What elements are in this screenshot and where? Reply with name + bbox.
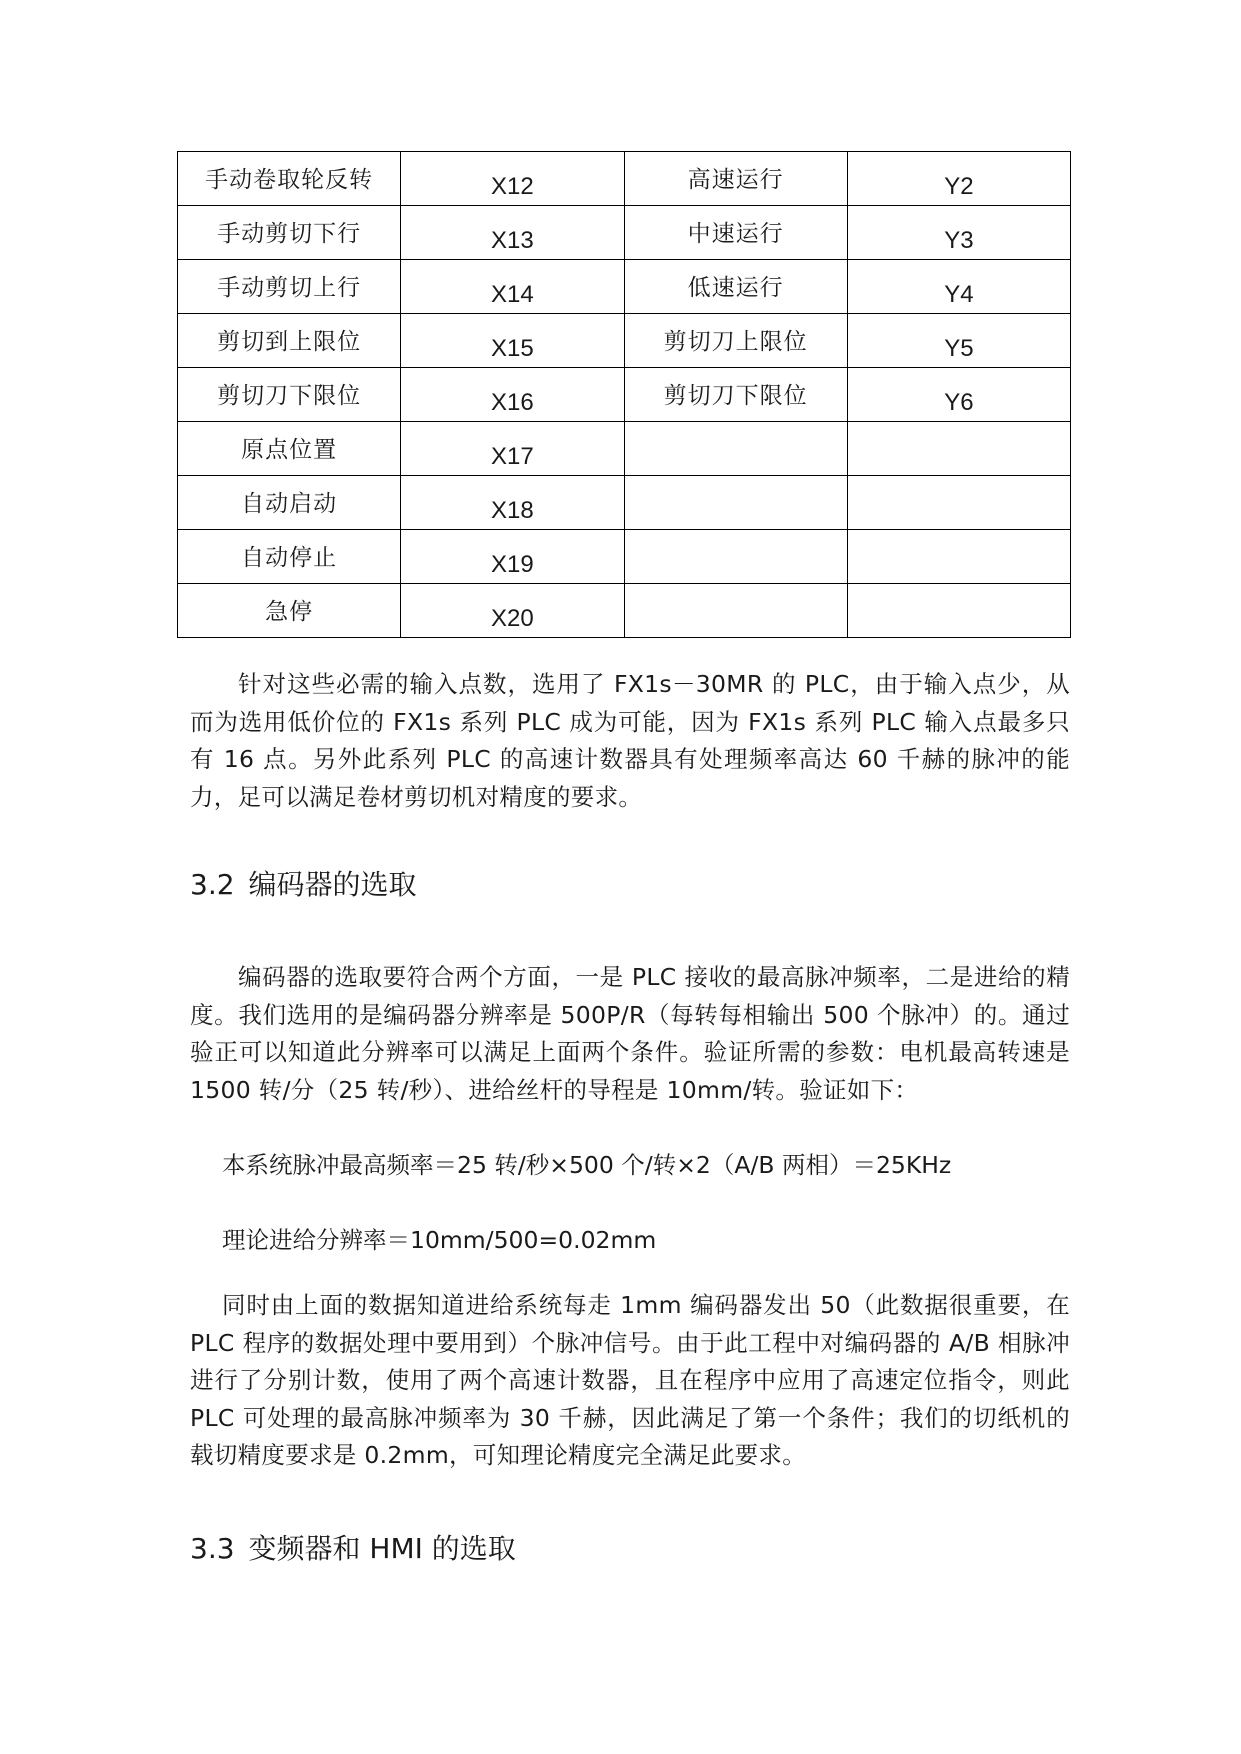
input-address-cell: X13 — [401, 206, 624, 260]
output-address-cell: Y2 — [847, 152, 1070, 206]
output-address-cell: Y4 — [847, 260, 1070, 314]
output-address-cell — [847, 530, 1070, 584]
output-address-cell: Y5 — [847, 314, 1070, 368]
output-address-cell: Y6 — [847, 368, 1070, 422]
input-name-cell: 原点位置 — [178, 422, 401, 476]
paragraph-pulse-verification: 同时由上面的数据知道进给系统每走 1mm 编码器发出 50（此数据很重要，在 PLC 程序的数据处理中要用到）个脉冲信号。由于此工程中对编码器的 A/B 相脉冲进行了分别计数，使用了两个高速计数器，且在程序中应用了高速定位指令，则此 PLC 可处理的最高脉冲频率为 30 千赫，因此满足了第一个条件；我们的切纸机的载切精度要求是 0.2mm，可知理论精度完全满足此要求。 — [190, 1291, 1070, 1470]
table-row — [178, 152, 1071, 206]
output-name-cell: 剪切刀上限位 — [624, 314, 847, 368]
output-name-cell — [624, 584, 847, 638]
section-heading-encoder — [190, 868, 417, 902]
output-name-cell: 低速运行 — [624, 260, 847, 314]
section-title: 变频器和 HMI 的选取 — [248, 1532, 516, 1565]
output-name-cell — [624, 476, 847, 530]
output-name-cell: 中速运行 — [624, 206, 847, 260]
output-address-cell: Y3 — [847, 206, 1070, 260]
output-name-cell — [624, 530, 847, 584]
output-address-cell — [847, 584, 1070, 638]
formula-feed-resolution: 理论进给分辨率＝10mm/500=0.02mm — [222, 1226, 657, 1254]
io-assignment-table — [177, 151, 1071, 638]
output-address-cell — [847, 422, 1070, 476]
input-address-cell: X18 — [401, 476, 624, 530]
table-row — [178, 476, 1071, 530]
output-name-cell — [624, 422, 847, 476]
input-name-cell: 手动卷取轮反转 — [178, 152, 401, 206]
output-name-cell: 高速运行 — [624, 152, 847, 206]
input-name-cell: 手动剪切下行 — [178, 206, 401, 260]
input-address-cell: X15 — [401, 314, 624, 368]
input-name-cell: 急停 — [178, 584, 401, 638]
input-name-cell: 手动剪切上行 — [178, 260, 401, 314]
input-name-cell: 自动启动 — [178, 476, 401, 530]
table-row — [178, 422, 1071, 476]
table-row — [178, 314, 1071, 368]
input-name-cell: 剪切刀下限位 — [178, 368, 401, 422]
formula-max-pulse-frequency: 本系统脉冲最高频率＝25 转/秒×500 个/转×2（A/B 两相）＝25KHz — [222, 1151, 952, 1179]
input-address-cell: X17 — [401, 422, 624, 476]
section-number: 3.2 — [190, 868, 235, 901]
input-address-cell: X20 — [401, 584, 624, 638]
section-heading-inverter-hmi — [190, 1532, 516, 1566]
section-number: 3.3 — [190, 1532, 235, 1565]
output-address-cell — [847, 476, 1070, 530]
input-name-cell: 自动停止 — [178, 530, 401, 584]
input-address-cell: X16 — [401, 368, 624, 422]
table-row — [178, 206, 1071, 260]
table-row — [178, 584, 1071, 638]
input-address-cell: X19 — [401, 530, 624, 584]
output-name-cell: 剪切刀下限位 — [624, 368, 847, 422]
paragraph-encoder-selection: 编码器的选取要符合两个方面，一是 PLC 接收的最高脉冲频率，二是进给的精度。我们选用的是编码器分辨率是 500P/R（每转每相输出 500 个脉冲）的。通过验正可以知道此分辨率可以满足上面两个条件。验证所需的参数：电机最高转速是 1500 转/分（25 转/秒）、进给丝杆的导程是 10mm/转。验证如下： — [190, 963, 1070, 1104]
input-address-cell: X12 — [401, 152, 624, 206]
input-address-cell: X14 — [401, 260, 624, 314]
table-row — [178, 530, 1071, 584]
table-row — [178, 368, 1071, 422]
table-row — [178, 260, 1071, 314]
section-title: 编码器的选取 — [248, 868, 417, 901]
paragraph-plc-selection: 针对这些必需的输入点数，选用了 FX1s－30MR 的 PLC，由于输入点少，从而为选用低价位的 FX1s 系列 PLC 成为可能，因为 FX1s 系列 PLC 输入点最多只有 16 点。另外此系列 PLC 的高速计数器具有处理频率高达 60 千赫的脉冲的能力，足可以满足卷材剪切机对精度的要求。 — [190, 670, 1070, 811]
input-name-cell: 剪切到上限位 — [178, 314, 401, 368]
